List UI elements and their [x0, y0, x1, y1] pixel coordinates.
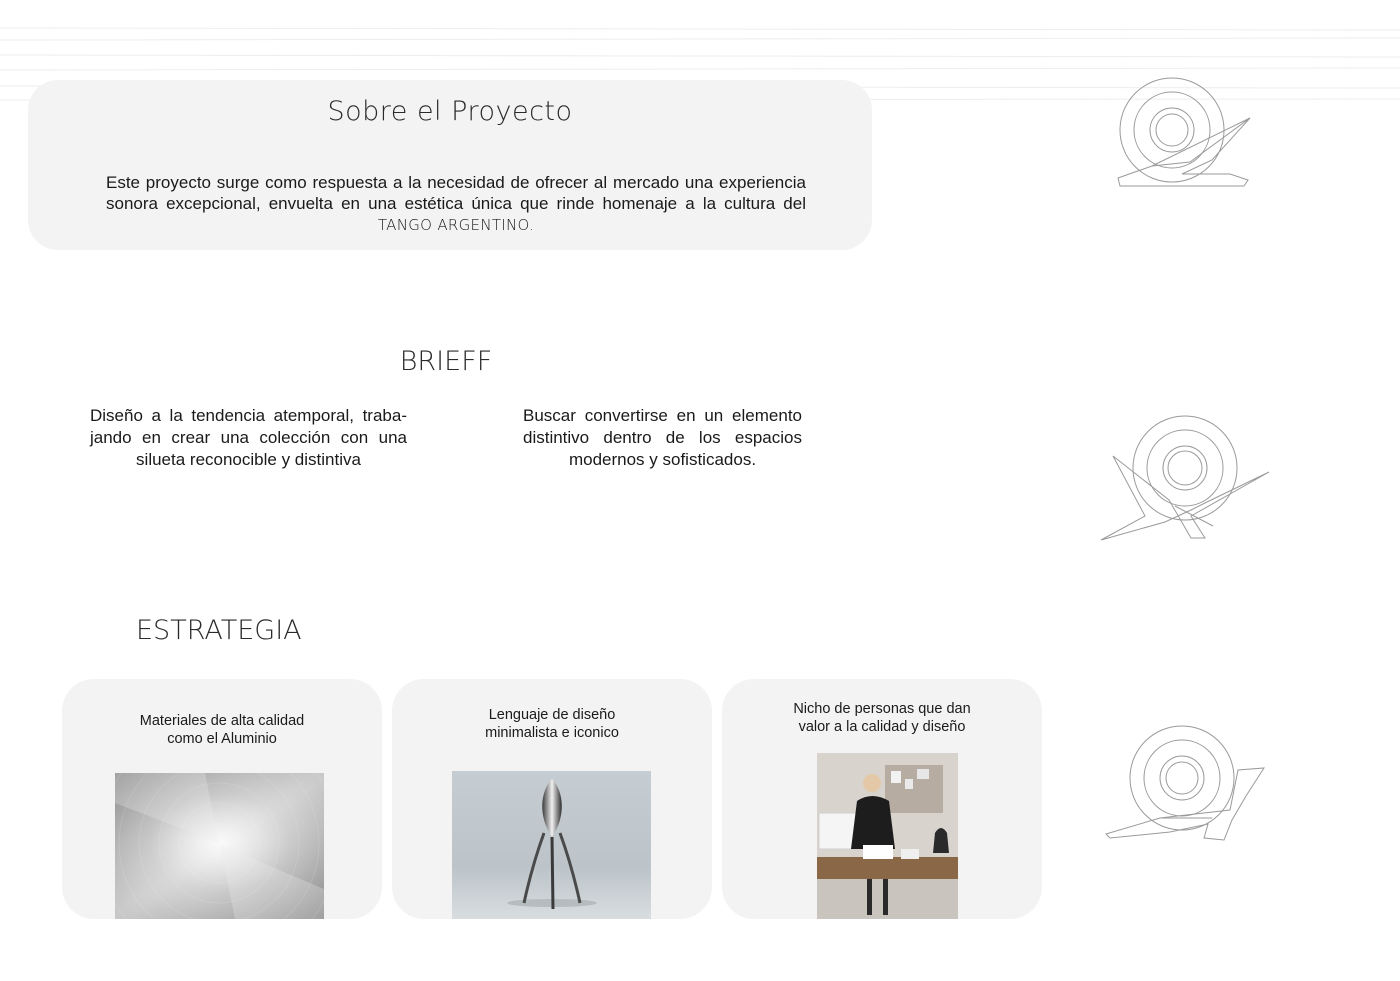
card-label — [62, 712, 382, 748]
juicer-sculpture-image — [452, 771, 651, 919]
card-label-line2: valor a la calidad y diseño — [798, 719, 966, 735]
strategy-card-design-language — [392, 679, 712, 919]
designer-workspace-image — [817, 753, 958, 919]
card-label — [392, 706, 712, 742]
card-label-line1: Lenguaje de diseño — [488, 707, 616, 723]
card-label-line1: Materiales de alta calidad — [139, 713, 305, 729]
brieff-right-text: Buscar convertirse en un elemento distintivo dentro de los espacios modernos y sofisticados. — [523, 406, 802, 469]
about-text — [106, 172, 806, 236]
speaker-sketch-3-icon — [1100, 720, 1270, 844]
aluminum-texture-image — [115, 773, 324, 919]
card-label — [722, 700, 1042, 736]
card-label-line2: minimalista e iconico — [485, 725, 619, 741]
speaker-sketch-2-icon — [1095, 410, 1275, 544]
brieff-title: BRIEFF — [399, 346, 493, 377]
brieff-left-text: Diseño a la tendencia atemporal, traba-jando en crear una colección con una silueta reconocible y distintiva — [90, 406, 407, 469]
card-label-line2: como el Aluminio — [167, 731, 277, 747]
about-title: Sobre el Proyecto — [327, 96, 573, 127]
card-label-line1: Nicho de personas que dan — [793, 701, 971, 717]
about-body: Este proyecto surge como respuesta a la necesidad de ofrecer al mercado una experiencia sonora excepcional, envuelta en una estética única que rinde homenaje a la cultura del — [106, 173, 806, 213]
speaker-sketch-1-icon — [1110, 72, 1260, 194]
estrategia-title: ESTRATEGIA — [136, 615, 302, 646]
about-panel — [28, 80, 872, 250]
strategy-card-materials — [62, 679, 382, 919]
about-accent: TANGO ARGENTINO. — [377, 216, 535, 234]
strategy-card-niche — [722, 679, 1042, 919]
